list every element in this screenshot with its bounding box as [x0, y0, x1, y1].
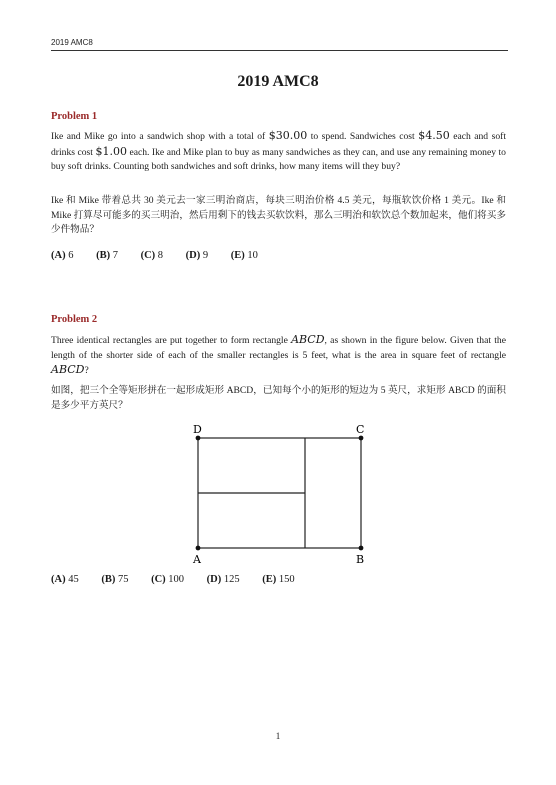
problem-1-text-part: each. Ike and Mike plan to buy as many sandwiches as they can, and use any remaining money to buy soft drinks. Counting both sandwiches and soft drinks, how many items will they buy? — [51, 146, 506, 172]
problem-1-text-part: to spend. Sandwiches cost — [307, 131, 419, 142]
problem-2-text-part: Three identical rectangles are put together to form rectangle — [51, 335, 292, 346]
choice-a: (A) 6 — [51, 250, 74, 261]
problem-1-text-part: Ike and Mike go into a sandwich shop with a total of — [51, 131, 269, 142]
problem-1-heading: Problem 1 — [51, 111, 98, 122]
problem-2-text-part: , as shown in the figure below. Given that the length of the shorter side of each of the smaller rectangles is 5 feet, what is the area in square feet of rectangle — [51, 335, 506, 361]
choice-e: (E) 150 — [262, 574, 295, 585]
choice-a: (A) 45 — [51, 574, 79, 585]
rectangle-figure — [180, 420, 380, 572]
label-d: D — [193, 423, 202, 436]
running-header: 2019 AMC8 — [51, 38, 508, 51]
problem-2-math-abcd: ABCD — [291, 333, 325, 346]
problem-1-chinese: Ike 和 Mike 带着总共 30 美元去一家三明治商店，每块三明治价格 4.5 美元，每瓶软饮价格 1 美元。Ike 和 Mike 打算尽可能多的买三明治，然后用剩下的钱去买软饮料，那么三明治和软饮总个数加起来，他们将买多少件物品？ — [51, 195, 506, 235]
vertex-d — [196, 436, 201, 441]
problem-2-text-part: ? — [84, 365, 89, 376]
choice-c: (C) 8 — [140, 250, 164, 261]
problem-1-math-sandwich-price: $4.50 — [418, 129, 450, 142]
vertex-b — [359, 546, 364, 551]
choice-c: (C) 100 — [151, 574, 185, 585]
problem-1-math-total: $30.00 — [268, 129, 308, 142]
problem-2-english — [51, 333, 506, 379]
choice-b: (B) 7 — [96, 250, 118, 261]
choice-d: (D) 9 — [185, 250, 209, 261]
label-a: A — [193, 553, 201, 566]
problem-2-heading: Problem 2 — [51, 314, 98, 325]
problem-2-choices — [51, 574, 315, 585]
label-c: C — [356, 423, 365, 436]
page-title: 2019 AMC8 — [237, 73, 319, 90]
problem-2-chinese: 如图，把三个全等矩形拼在一起形成矩形 ABCD，已知每个小的矩形的短边为 5 英尺，求矩形 ABCD 的面积是多少平方英尺？ — [51, 385, 506, 411]
vertex-a — [196, 546, 201, 551]
problem-1-english — [51, 129, 506, 175]
problem-1-math-drink-price: $1.00 — [95, 144, 127, 158]
problem-1-choices — [51, 250, 278, 261]
page-number: 1 — [275, 731, 281, 741]
vertex-c — [359, 436, 364, 441]
choice-b: (B) 75 — [101, 574, 129, 585]
problem-1-text-part: each and soft drinks cost — [51, 131, 506, 158]
choice-d: (D) 125 — [206, 574, 240, 585]
problem-2-math-abcd: ABCD — [51, 363, 85, 376]
label-b: B — [356, 553, 365, 566]
choice-e: (E) 10 — [230, 250, 258, 261]
